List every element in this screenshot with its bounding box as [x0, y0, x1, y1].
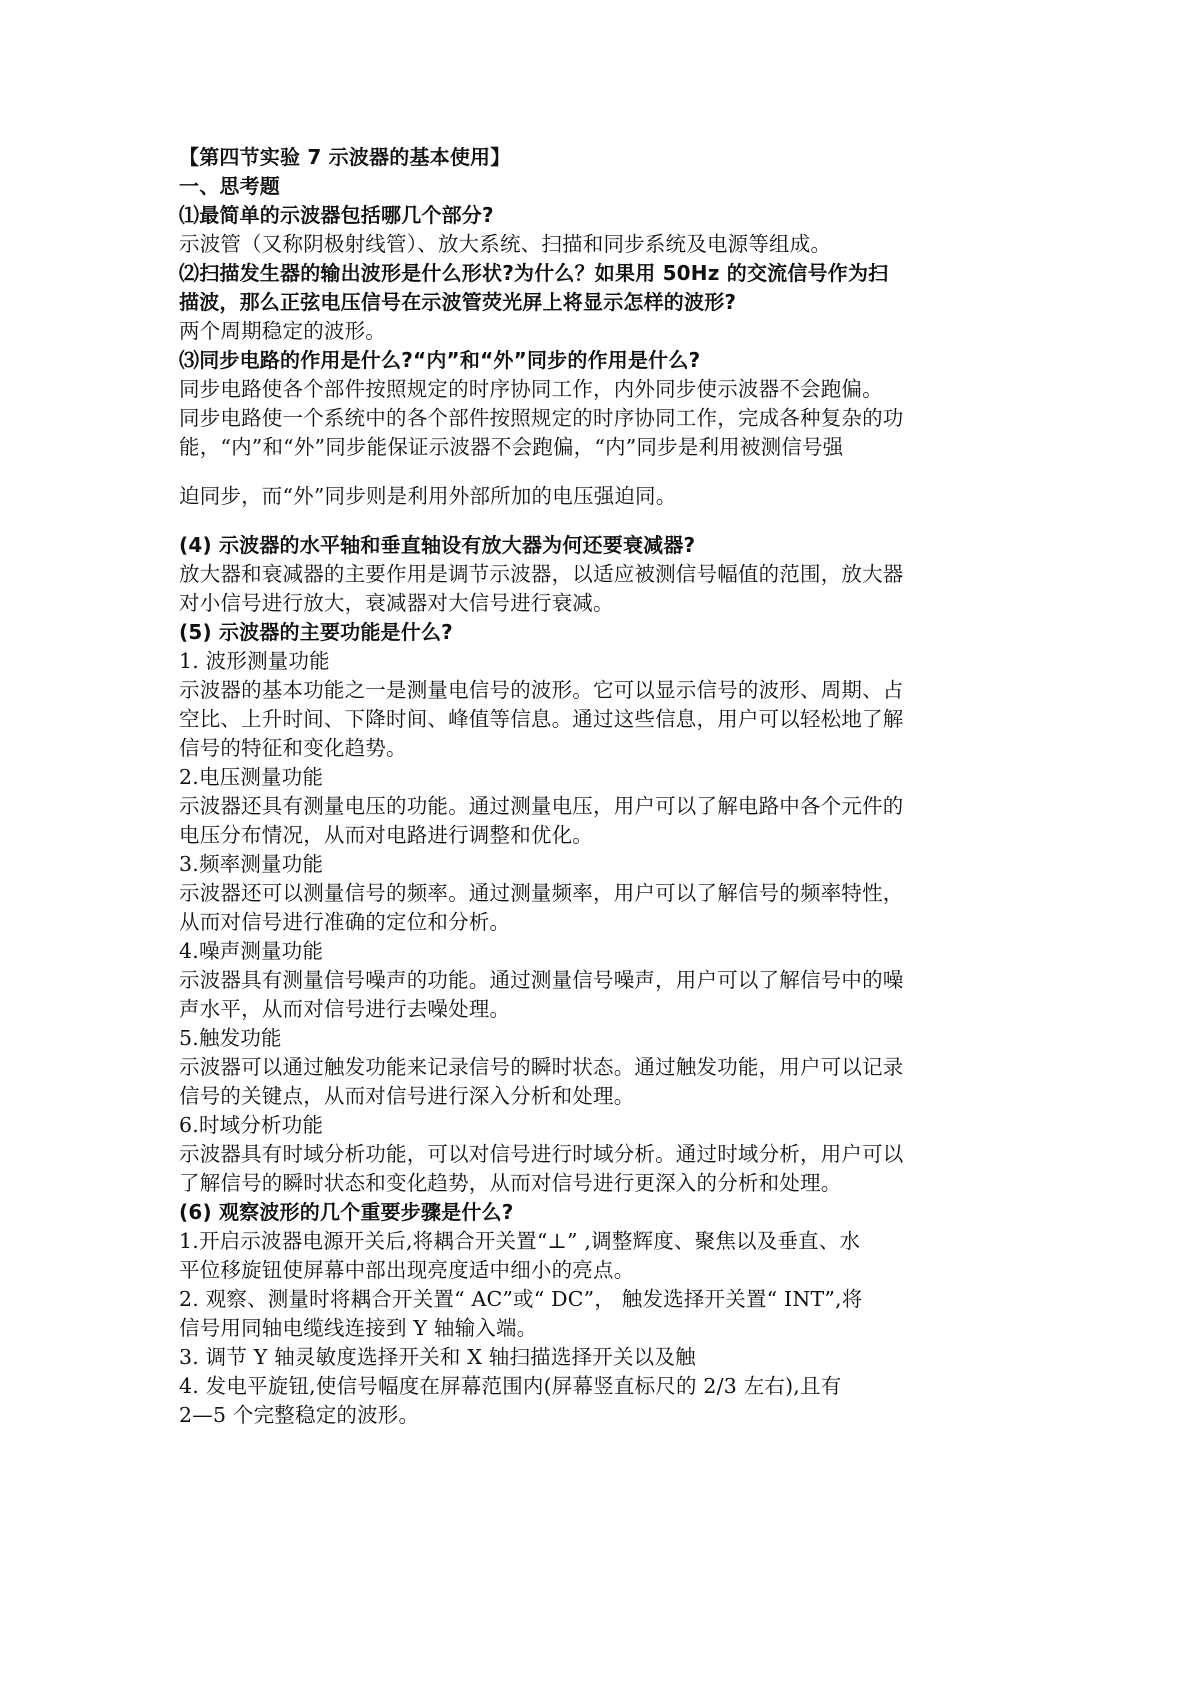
answer-4-line-2: 对小信号进行放大，衰减器对大信号进行衰减。: [179, 591, 614, 615]
function-heading: 4.噪声测量功能: [179, 939, 324, 963]
function-text: 信号的特征和变化趋势。: [179, 736, 407, 760]
answer-3-line-2: 同步电路使一个系统中的各个部件按照规定的时序协同工作，完成各种复杂的功: [179, 406, 904, 430]
question-1: ⑴最简单的示波器包括哪几个部分?: [179, 203, 494, 227]
step-text: 平位移旋钮使屏幕中部出现亮度适中细小的亮点。: [179, 1258, 635, 1282]
function-heading: 5.触发功能: [179, 1026, 282, 1050]
spacer: [179, 462, 1019, 482]
spacer: [179, 511, 1019, 531]
function-heading: 2.电压测量功能: [179, 765, 324, 789]
function-text: 信号的关键点，从而对信号进行深入分析和处理。: [179, 1084, 635, 1108]
function-text: 示波器具有时域分析功能，可以对信号进行时域分析。通过时域分析，用户可以: [179, 1142, 904, 1166]
function-heading: 1. 波形测量功能: [179, 649, 330, 673]
question-3: ⑶同步电路的作用是什么?“内”和“外”同步的作用是什么?: [179, 348, 701, 372]
function-text: 了解信号的瞬时状态和变化趋势，从而对信号进行更深入的分析和处理。: [179, 1171, 842, 1195]
answer-3-line-3: 能，“内”和“外”同步能保证示波器不会跑偏，“内”同步是利用被测信号强: [179, 435, 844, 459]
answer-1: 示波管（又称阴极射线管）、放大系统、扫描和同步系统及电源等组成。: [179, 232, 832, 256]
question-5: (5) 示波器的主要功能是什么?: [179, 620, 453, 644]
document-title: 【第四节实验 7 示波器的基本使用】: [179, 145, 511, 169]
function-text: 示波器还具有测量电压的功能。通过测量电压，用户可以了解电路中各个元件的: [179, 794, 904, 818]
function-text: 示波器具有测量信号噪声的功能。通过测量信号噪声，用户可以了解信号中的噪: [179, 968, 904, 992]
function-text: 示波器还可以测量信号的频率。通过测量频率，用户可以了解信号的频率特性，: [179, 881, 904, 905]
answer-2: 两个周期稳定的波形。: [179, 319, 386, 343]
step-text: 4. 发电平旋钮,使信号幅度在屏幕范围内(屏幕竖直标尺的 2/3 左右),且有: [179, 1374, 842, 1398]
function-text: 示波器的基本功能之一是测量电信号的波形。它可以显示信号的波形、周期、占: [179, 678, 904, 702]
function-heading: 6.时域分析功能: [179, 1113, 324, 1137]
step-text: 1.开启示波器电源开关后,将耦合开关置“⊥” ,调整辉度、聚焦以及垂直、水: [179, 1229, 861, 1253]
answer-3-line-1: 同步电路使各个部件按照规定的时序协同工作，内外同步使示波器不会跑偏。: [179, 377, 883, 401]
function-text: 电压分布情况，从而对电路进行调整和优化。: [179, 823, 593, 847]
answer-3-line-4: 迫同步，而“外”同步则是利用外部所加的电压强迫同。: [179, 484, 677, 508]
function-heading: 3.频率测量功能: [179, 852, 324, 876]
answer-4-line-1: 放大器和衰减器的主要作用是调节示波器，以适应被测信号幅值的范围，放大器: [179, 562, 904, 586]
step-text: 信号用同轴电缆线连接到 Y 轴输入端。: [179, 1316, 538, 1340]
function-text: 声水平，从而对信号进行去噪处理。: [179, 997, 511, 1021]
question-2-line-1: ⑵扫描发生器的输出波形是什么形状?为什么？如果用 50Hz 的交流信号作为扫: [179, 261, 889, 285]
function-text: 从而对信号进行准确的定位和分析。: [179, 910, 511, 934]
question-2-line-2: 描波，那么正弦电压信号在示波管荧光屏上将显示怎样的波形?: [179, 290, 737, 314]
step-text: 2. 观察、测量时将耦合开关置“ AC”或“ DC”， 触发选择开关置“ INT”,将: [179, 1287, 863, 1311]
function-text: 空比、上升时间、下降时间、峰值等信息。通过这些信息，用户可以轻松地了解: [179, 707, 904, 731]
document-page: [179, 143, 1019, 1430]
section-heading: 一、思考题: [179, 174, 280, 198]
question-6: (6) 观察波形的几个重要步骤是什么?: [179, 1200, 514, 1224]
function-text: 示波器可以通过触发功能来记录信号的瞬时状态。通过触发功能，用户可以记录: [179, 1055, 904, 1079]
step-text: 3. 调节 Y 轴灵敏度选择开关和 X 轴扫描选择开关以及触: [179, 1345, 696, 1369]
step-text: 2—5 个完整稳定的波形。: [179, 1403, 420, 1427]
question-4: (4) 示波器的水平轴和垂直轴设有放大器为何还要衰减器?: [179, 533, 696, 557]
